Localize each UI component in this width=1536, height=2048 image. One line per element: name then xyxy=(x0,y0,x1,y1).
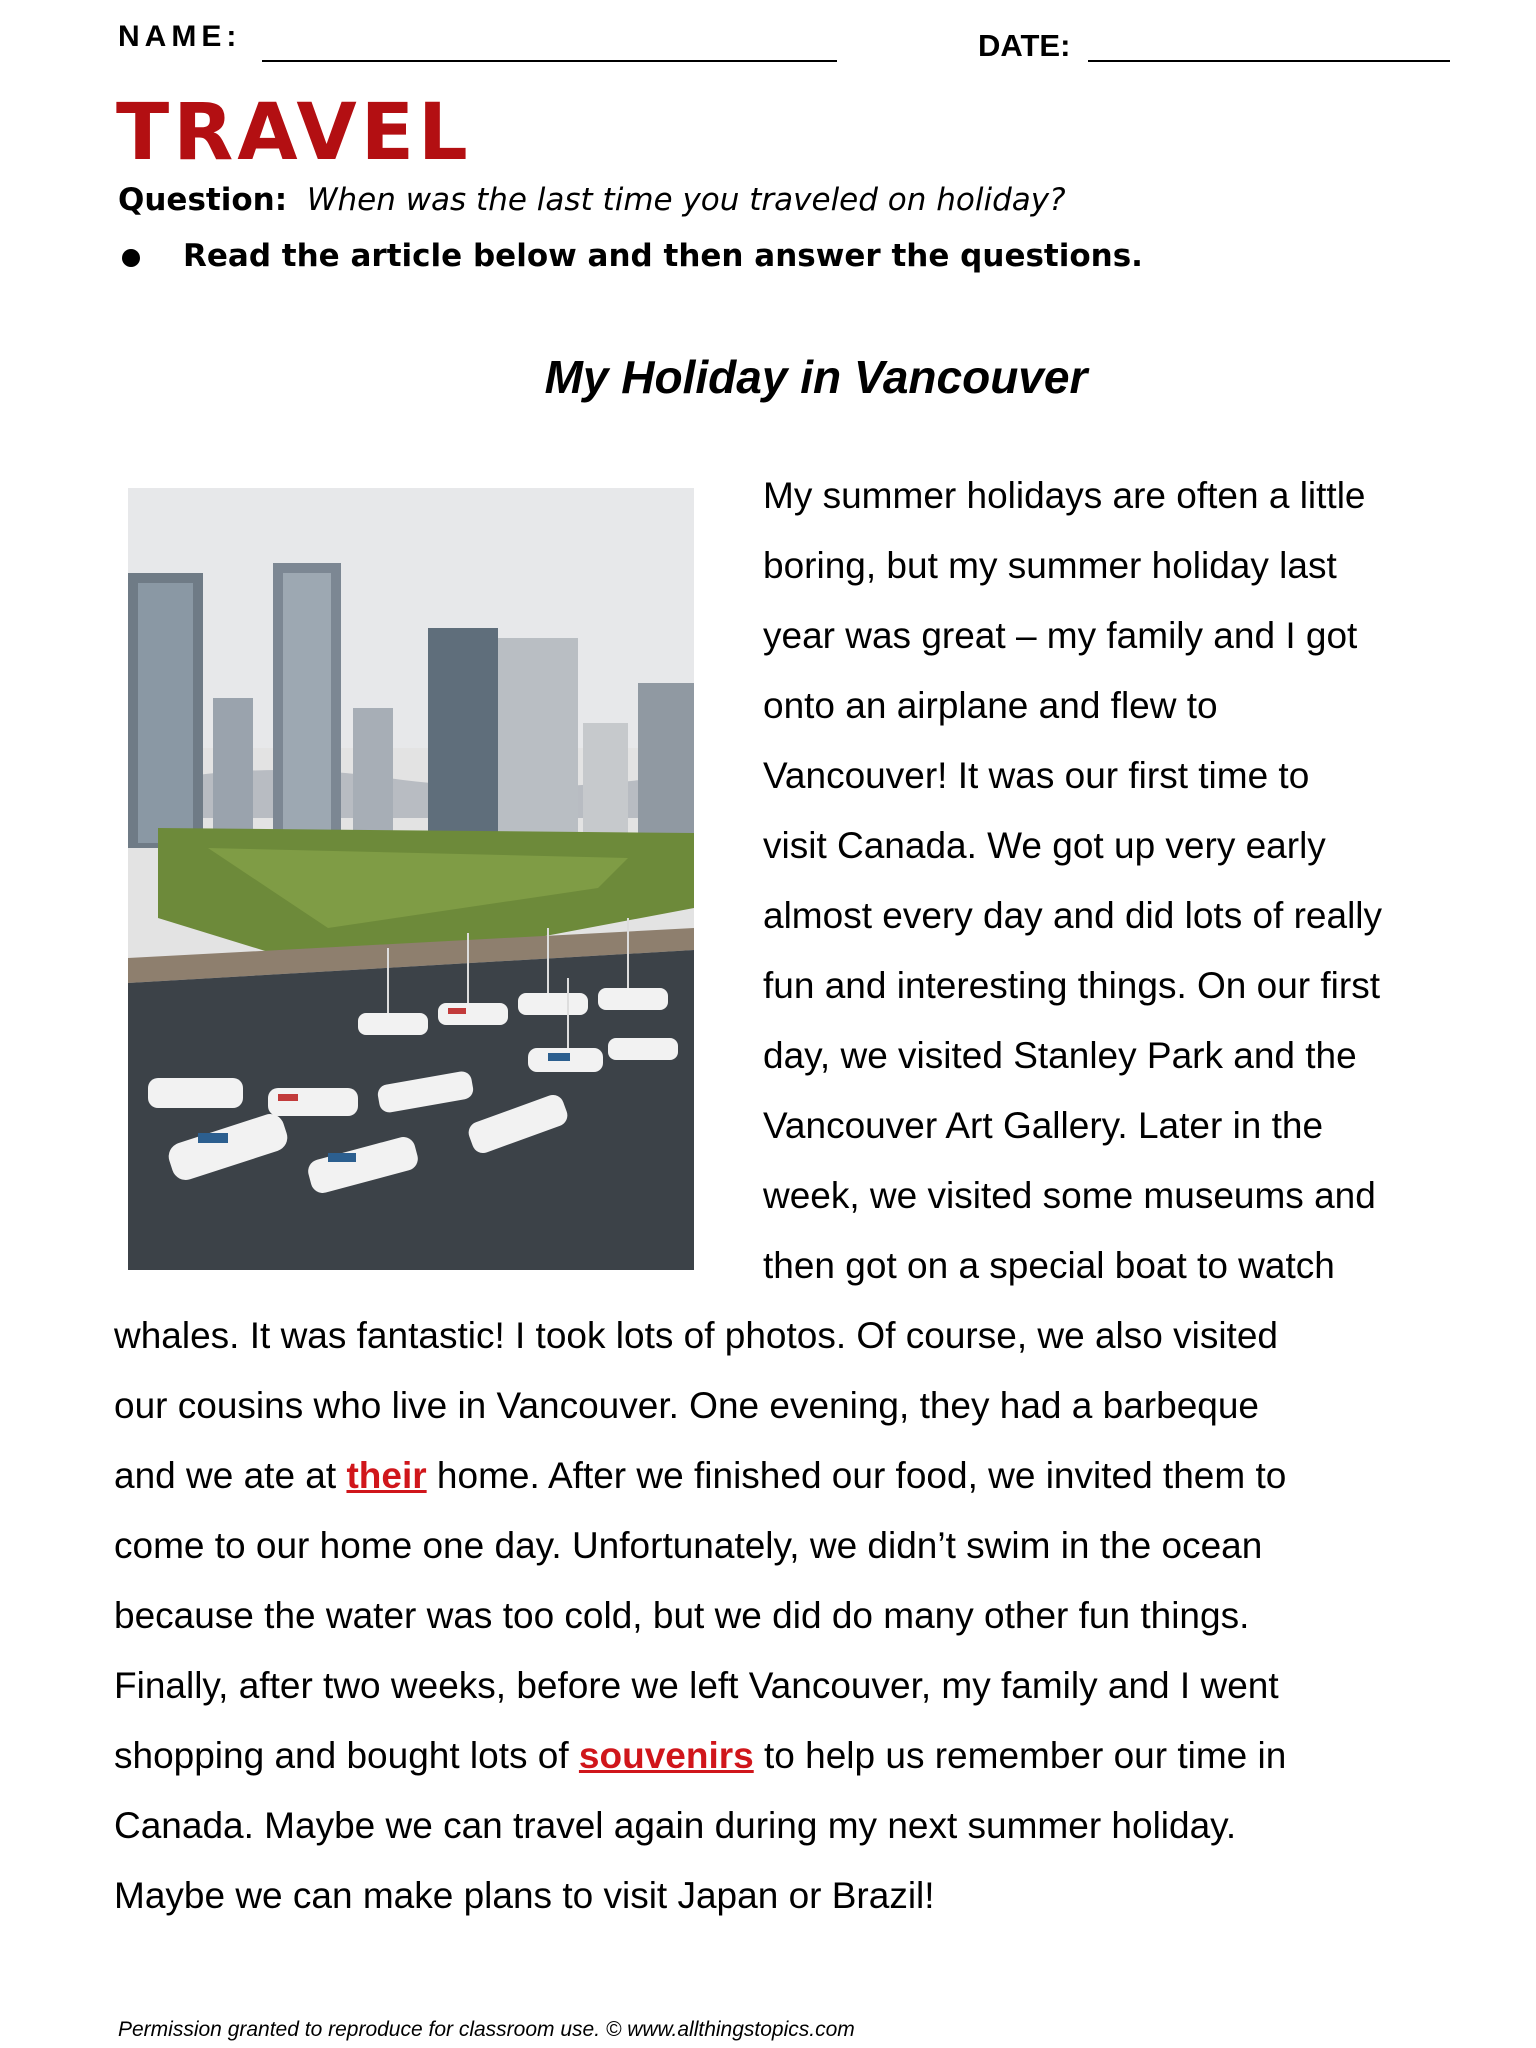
line-text: to help us remember our time in xyxy=(753,1735,1287,1776)
instruction-text: Read the article below and then answer the questions. xyxy=(183,238,1143,274)
article-line: come to our home one day. Unfortunately, we didn’t swim in the ocean xyxy=(114,1525,1263,1566)
name-label: NAME: xyxy=(118,20,242,53)
article-title: My Holiday in Vancouver xyxy=(544,351,1088,403)
article-line: My summer holidays are often a little xyxy=(763,475,1366,516)
footer-permission: Permission granted to reproduce for classroom use. © www.allthingstopics.com xyxy=(118,2018,855,2041)
line-text: and we ate at xyxy=(114,1455,347,1496)
article-line: week, we visited some museums and xyxy=(763,1175,1376,1216)
article-line xyxy=(114,1453,1286,1499)
vocab-word-their: their xyxy=(346,1455,427,1496)
article-line xyxy=(114,1733,1286,1779)
name-field[interactable] xyxy=(262,60,837,62)
question xyxy=(118,182,1066,218)
article-line: whales. It was fantastic! I took lots of photos. Of course, we also visited xyxy=(114,1315,1278,1356)
article-line: boring, but my summer holiday last xyxy=(763,545,1337,586)
article-line: fun and interesting things. On our first xyxy=(763,965,1381,1006)
article-line: then got on a special boat to watch xyxy=(763,1245,1335,1286)
article-line: day, we visited Stanley Park and the xyxy=(763,1035,1357,1076)
article-line: Vancouver Art Gallery. Later in the xyxy=(763,1105,1324,1146)
bullet-icon xyxy=(122,249,140,267)
article-line: Finally, after two weeks, before we left Vancouver, my family and I went xyxy=(114,1665,1279,1706)
article-line: year was great – my family and I got xyxy=(763,615,1358,656)
article-line: visit Canada. We got up very early xyxy=(763,825,1326,866)
article-line: because the water was too cold, but we did do many other fun things. xyxy=(114,1595,1250,1636)
article-line: Canada. Maybe we can travel again during my next summer holiday. xyxy=(114,1805,1237,1846)
article-line: our cousins who live in Vancouver. One evening, they had a barbeque xyxy=(114,1385,1260,1426)
worksheet-title: TRAVEL xyxy=(116,88,472,178)
article-line: Maybe we can make plans to visit Japan or Brazil! xyxy=(114,1875,935,1916)
vocab-word-souvenirs: souvenirs xyxy=(578,1735,754,1776)
line-text: shopping and bought lots of xyxy=(114,1735,579,1776)
article-line: Vancouver! It was our first time to xyxy=(763,755,1310,796)
question-label: Question: xyxy=(118,182,288,218)
article-line: onto an airplane and flew to xyxy=(763,685,1218,726)
vancouver-photo xyxy=(128,488,694,1270)
line-text: home. After we finished our food, we invited them to xyxy=(426,1455,1287,1496)
date-field[interactable] xyxy=(1088,60,1450,62)
article-line: almost every day and did lots of really xyxy=(763,895,1383,936)
question-text: When was the last time you traveled on holiday? xyxy=(306,182,1066,218)
date-label: DATE: xyxy=(978,28,1071,63)
